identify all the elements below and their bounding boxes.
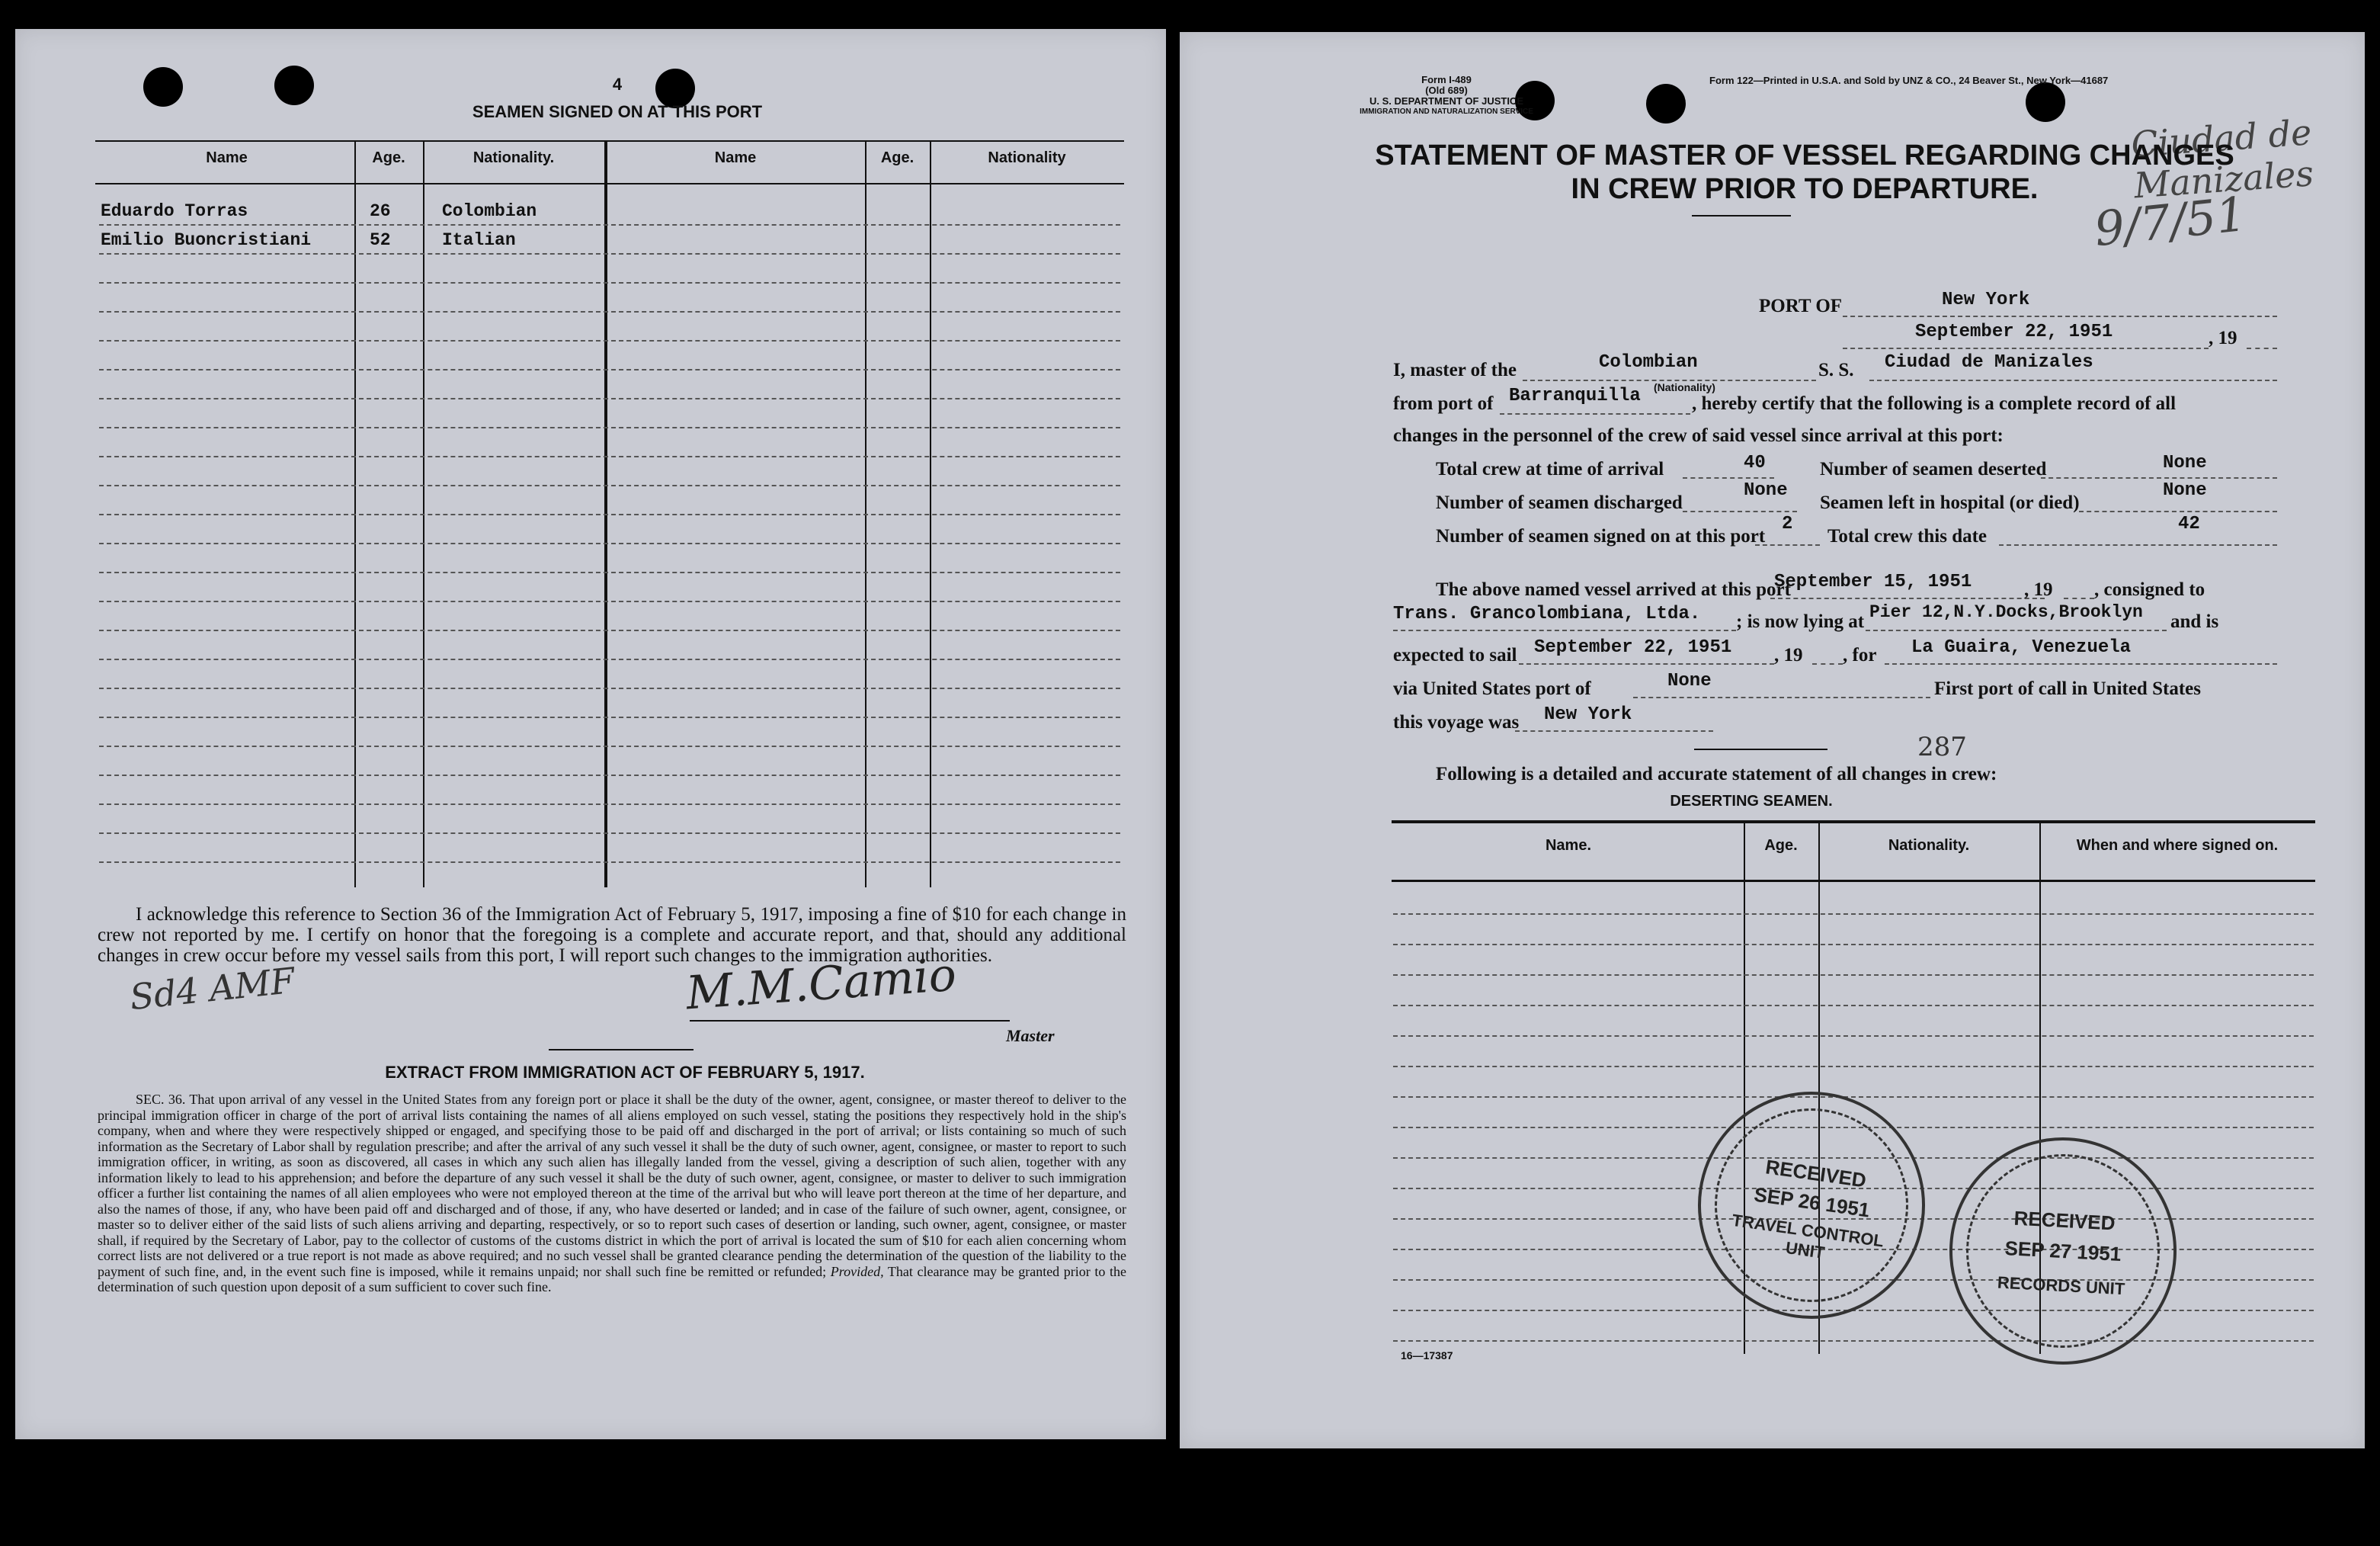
vessel-value: Ciudad de Manizales — [1885, 352, 2093, 373]
voyage-value: New York — [1544, 704, 1632, 725]
extract-title: EXTRACT FROM IMMIGRATION ACT OF FEBRUARY 5, 1917. — [385, 1063, 865, 1082]
deserting-table-top — [1392, 820, 2315, 823]
consignee-value: Trans. Grancolombiana, Ltda. — [1393, 604, 1701, 624]
form-title: STATEMENT OF MASTER OF VESSEL REGARDING CHANGES IN CREW PRIOR TO DEPARTURE. — [1375, 140, 2234, 205]
extract-text: SEC. 36. That upon arrival of any vessel in the United States from any foreign port or place it shall be the duty of the owner, agent, consignee, or master thereof to deliver to the principal immigration officer in charge of the port of arrival lists containing the names of all aliens employed on such vessel, stating the positions they respectively hold in the ship's company, when and where they were respectively shipped or engaged, and specifying those to be paid off and discharged in the port of arrival; or lists containing so much of such information as the Secretary of Labor shall by regulation prescribe; and after the arrival of any such vessel it shall be the duty of such owner, agent, consignee, or master to report to such immigration officer, in writing, as soon as discovered, all cases in which any such alien has illegally landed from the vessel, giving a description of such alien, together with any information likely to lead to his apprehension; and before the departure of any such vessel it shall be the duty of such owner, agent, consignee, or master to deliver to such immigration officer a further list containing the names of all alien employees who were not employed thereon at the time of the arrival but who will leave port thereon at the time of her departure, and also the names of those, if any, who have been paid off and discharged and of those, if any, who have deserted or landed; and in case of the failure of such owner, agent, consignee, or master so to deliver either of the said lists of such aliens arriving and departing, respectively, or so to report such cases of desertion or landing, such owner, agent, consignee, or master shall, if required by the Secretary of Labor, pay to the collector of customs of the customs district in which the port of arrival is located the sum of $10 for each alien concerning whom correct lists are not delivered or a true report is not made as above required; and no such vessel shall be granted clearance pending the determination of the question of the liability to the payment of such fine, and, in the event such fine is imposed, while it remains unpaid; nor shall such fine be remitted or refunded; Provided, That clearance may be granted prior to the determination of such question upon deposit of a sum sufficient to cover such fine. — [98, 1092, 1126, 1294]
date-value: September 22, 1951 — [1915, 322, 2113, 342]
deserting-title: DESERTING SEAMEN. — [1670, 793, 1833, 810]
consigned-label: , consigned to — [2094, 579, 2205, 600]
expected-label: expected to sail — [1393, 645, 1517, 666]
stamp-number: 287 — [1917, 732, 1967, 762]
table-top-rule — [95, 140, 1124, 142]
signed-on-label: Number of seamen signed on at this port — [1436, 526, 1766, 547]
punch-hole — [2026, 82, 2065, 122]
col-nationality-left: Nationality. — [472, 149, 555, 166]
col-name-right: Name — [714, 149, 757, 166]
master-label: Master — [1006, 1026, 1055, 1045]
col-nationality: Nationality. — [1888, 837, 1970, 854]
table-row-2-age: 52 — [370, 230, 391, 250]
printer-line: Form 122—Printed in U.S.A. and Sold by UNZ & CO., 24 Beaver St., New York—41687 — [1709, 75, 2109, 86]
port-of-label: PORT OF — [1759, 296, 1843, 316]
arrived-value: September 15, 1951 — [1774, 572, 1972, 592]
received-stamp-records: RECEIVED SEP 27 1951 RECORDS UNIT — [1943, 1131, 2182, 1370]
punch-hole — [143, 67, 183, 107]
table-row-1-nationality: Colombian — [442, 201, 537, 221]
initials: Sd4 AMF — [127, 959, 297, 1018]
total-crew-value: 42 — [2178, 514, 2200, 534]
form-id: Form I-489 (Old 689) — [1421, 74, 1472, 96]
hospital-label: Seamen left in hospital (or died) — [1820, 492, 2080, 513]
col-name: Name. — [1545, 837, 1592, 854]
col-when-where: When and where signed on. — [2076, 837, 2279, 854]
nationality-value: Colombian — [1599, 352, 1698, 373]
certify-text: , hereby certify that the following is a complete record of all — [1692, 393, 2177, 414]
master-of-label: I, master of the — [1393, 360, 1517, 380]
via-value: None — [1667, 671, 1712, 691]
table-row-2-name: Emilio Buoncristiani — [101, 230, 312, 250]
changes-text: changes in the personnel of the crew of said vessel since arrival at this port: — [1393, 425, 2004, 446]
title-rule — [1692, 215, 1791, 217]
arrived-year: , 19 — [2024, 579, 2053, 600]
footer-code: 16—17387 — [1401, 1349, 1453, 1362]
year-label: , 19 — [2209, 328, 2237, 348]
from-port-label: from port of — [1393, 393, 1494, 414]
total-crew-arrival-label: Total crew at time of arrival — [1436, 459, 1664, 480]
acknowledgement-text: I acknowledge this reference to Section 36 of the Immigration Act of February 5, 1917, imposing a fine of $10 for each change in crew not reported by me. I certify on honor that the foregoing is a complete and accurate report, and that, should any additional changes in crew occur before my vessel sails from this port, I will report such changes to the immigration authorities. — [98, 904, 1126, 966]
table-row-1-age: 26 — [370, 201, 391, 221]
port-of-value: New York — [1942, 290, 2030, 310]
col-age-left: Age. — [372, 149, 405, 166]
arrived-label: The above named vessel arrived at this port — [1436, 579, 1791, 600]
nationality-caption: (Nationality) — [1654, 381, 1715, 393]
ss-label: S. S. — [1818, 360, 1854, 380]
hospital-value: None — [2163, 480, 2207, 501]
deserting-table-header-rule — [1392, 880, 2315, 882]
master-signature: M.M.Camio — [684, 948, 958, 1021]
seamen-signed-title: SEAMEN SIGNED ON AT THIS PORT — [472, 102, 763, 121]
col-nationality-right: Nationality — [988, 149, 1066, 166]
and-is-label: and is — [2170, 611, 2219, 632]
deserted-value: None — [2163, 453, 2207, 473]
expected-year: , 19 — [1774, 645, 1803, 666]
signed-on-value: 2 — [1782, 514, 1793, 534]
deserted-label: Number of seamen deserted — [1820, 459, 2047, 480]
handwritten-vessel: Ciudad de Manizales — [2129, 111, 2315, 207]
col-name-left: Name — [206, 149, 248, 166]
table-row-2-nationality: Italian — [442, 230, 516, 250]
punch-hole — [274, 66, 314, 105]
discharged-value: None — [1744, 480, 1788, 501]
lying-label: ; is now lying at — [1736, 611, 1865, 632]
left-page — [15, 29, 1166, 1439]
page-number: 4 — [612, 75, 623, 94]
lying-value: Pier 12,N.Y.Docks,Brooklyn — [1869, 602, 2143, 622]
right-page — [1180, 32, 2365, 1448]
first-port-label: First port of call in United States — [1934, 678, 2201, 699]
handwritten-date: 9/7/51 — [2091, 185, 2249, 258]
table-row-1-name: Eduardo Torras — [101, 201, 248, 221]
expected-value: September 22, 1951 — [1534, 637, 1732, 658]
total-crew-label: Total crew this date — [1827, 526, 1988, 547]
department-header: U. S. DEPARTMENT OF JUSTICE IMMIGRATION AND NATURALIZATION SERVICE — [1360, 95, 1533, 116]
col-age: Age. — [1764, 837, 1798, 854]
destination-value: La Guaira, Venezuela — [1911, 637, 2132, 658]
following-text: Following is a detailed and accurate statement of all changes in crew: — [1436, 764, 1997, 784]
voyage-label: this voyage was — [1393, 712, 1520, 733]
divider — [549, 1049, 693, 1050]
signature-line — [690, 1020, 1010, 1022]
total-crew-arrival-value: 40 — [1744, 453, 1766, 473]
via-label: via United States port of — [1393, 678, 1591, 699]
discharged-label: Number of seamen discharged — [1436, 492, 1683, 513]
col-age-right: Age. — [880, 149, 915, 166]
for-label: , for — [1843, 645, 1877, 666]
received-stamp-travel-control: RECEIVED SEP 26 1951 TRAVEL CONTROL UNIT — [1683, 1077, 1940, 1334]
voyage-rule — [1694, 749, 1827, 750]
punch-hole — [1646, 84, 1686, 123]
table-header-rule — [95, 183, 1124, 184]
from-port-value: Barranquilla — [1509, 386, 1641, 406]
